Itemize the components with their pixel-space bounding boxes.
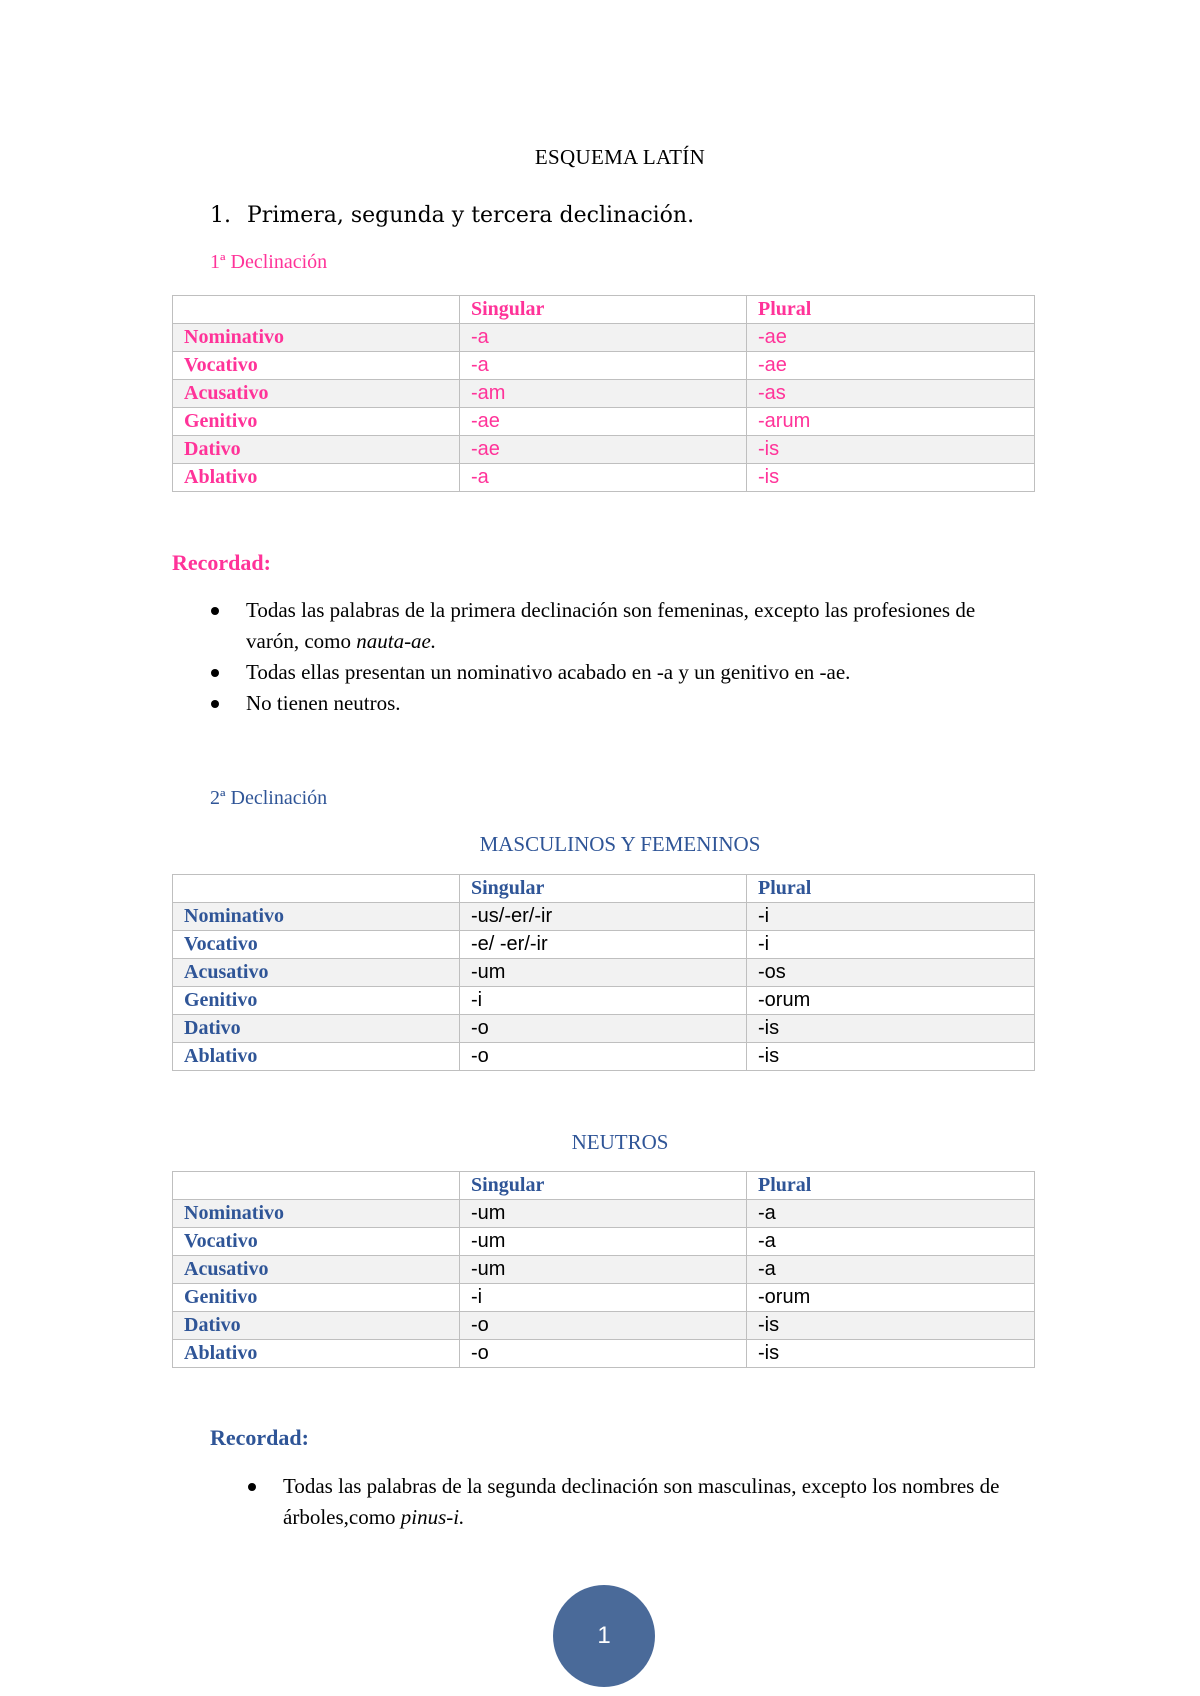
plural-cell: -a	[747, 1256, 1035, 1284]
singular-cell: -i	[460, 1284, 747, 1312]
list-item-example: nauta-ae.	[356, 629, 437, 653]
table-row	[173, 1340, 1035, 1368]
second-declension-heading: 2ª Declinación	[210, 787, 328, 809]
header-cell-case	[173, 875, 460, 903]
table-row	[173, 408, 1035, 436]
bullet-icon	[211, 700, 219, 708]
list-item-text: Todas ellas presentan un nominativo acabado en -a y un genitivo en -ae.	[246, 660, 851, 684]
table-row	[173, 987, 1035, 1015]
list-item	[245, 1471, 1025, 1533]
case-cell: Vocativo	[173, 352, 460, 380]
list-item	[208, 657, 988, 688]
table-row	[173, 436, 1035, 464]
plural-cell: -is	[747, 464, 1035, 492]
case-cell: Dativo	[173, 436, 460, 464]
singular-cell: -o	[460, 1340, 747, 1368]
header-cell-case	[173, 296, 460, 324]
list-item	[208, 595, 988, 657]
plural-cell: -ae	[747, 324, 1035, 352]
table-row	[173, 1228, 1035, 1256]
plural-cell: -arum	[747, 408, 1035, 436]
singular-cell: -um	[460, 959, 747, 987]
bullet-icon	[211, 669, 219, 677]
table-row	[173, 1312, 1035, 1340]
masculine-feminine-heading: MASCULINOS Y FEMENINOS	[479, 832, 761, 856]
list-item	[208, 688, 988, 719]
plural-cell: -orum	[747, 987, 1035, 1015]
case-cell: Nominativo	[173, 903, 460, 931]
table-header-row	[173, 1172, 1035, 1200]
singular-cell: -um	[460, 1200, 747, 1228]
case-cell: Acusativo	[173, 1256, 460, 1284]
table-row	[173, 931, 1035, 959]
table-row	[173, 380, 1035, 408]
document-title: ESQUEMA LATÍN	[534, 145, 706, 169]
first-declension-notes	[208, 595, 988, 719]
singular-cell: -ae	[460, 436, 747, 464]
plural-cell: -a	[747, 1228, 1035, 1256]
case-cell: Ablativo	[173, 1043, 460, 1071]
case-cell: Dativo	[173, 1312, 460, 1340]
section-heading-text: Primera, segunda y tercera declinación.	[247, 203, 695, 228]
table-header-row	[173, 875, 1035, 903]
singular-cell: -i	[460, 987, 747, 1015]
table-body	[173, 296, 1035, 492]
singular-cell: -ae	[460, 408, 747, 436]
header-cell-singular: Singular	[460, 875, 747, 903]
section-heading	[210, 203, 694, 228]
singular-cell: -o	[460, 1043, 747, 1071]
plural-cell: -i	[747, 931, 1035, 959]
first-declension-heading: 1ª Declinación	[210, 251, 328, 273]
list-item-text: Todas las palabras de la segunda declinación son masculinas, excepto los nombres de árboles,como	[283, 1474, 1000, 1529]
plural-cell: -as	[747, 380, 1035, 408]
case-cell: Genitivo	[173, 408, 460, 436]
table-header-row	[173, 296, 1035, 324]
list-item-text: Todas las palabras de la primera declinación son femeninas, excepto las profesiones de varón, como	[246, 598, 976, 653]
header-cell-case	[173, 1172, 460, 1200]
singular-cell: -a	[460, 352, 747, 380]
singular-cell: -e/ -er/-ir	[460, 931, 747, 959]
page-number-badge: 1	[553, 1585, 655, 1687]
table-row	[173, 959, 1035, 987]
plural-cell: -i	[747, 903, 1035, 931]
remember-heading-1: Recordad:	[172, 550, 271, 575]
first-declension-table	[172, 295, 1035, 492]
case-cell: Nominativo	[173, 1200, 460, 1228]
case-cell: Vocativo	[173, 931, 460, 959]
second-declension-notes	[245, 1471, 1025, 1533]
singular-cell: -a	[460, 324, 747, 352]
singular-cell: -o	[460, 1015, 747, 1043]
table-row	[173, 1043, 1035, 1071]
plural-cell: -orum	[747, 1284, 1035, 1312]
header-cell-singular: Singular	[460, 296, 747, 324]
neuter-heading: NEUTROS	[571, 1130, 669, 1154]
table-row	[173, 1284, 1035, 1312]
singular-cell: -o	[460, 1312, 747, 1340]
header-cell-plural: Plural	[747, 1172, 1035, 1200]
table-row	[173, 464, 1035, 492]
list-item-text: No tienen neutros.	[246, 691, 401, 715]
table-body	[173, 1172, 1035, 1368]
plural-cell: -os	[747, 959, 1035, 987]
case-cell: Genitivo	[173, 987, 460, 1015]
plural-cell: -is	[747, 436, 1035, 464]
plural-cell: -is	[747, 1340, 1035, 1368]
plural-cell: -is	[747, 1043, 1035, 1071]
header-cell-plural: Plural	[747, 296, 1035, 324]
table-row	[173, 1256, 1035, 1284]
table-row	[173, 324, 1035, 352]
table-body	[173, 875, 1035, 1071]
case-cell: Ablativo	[173, 464, 460, 492]
header-cell-plural: Plural	[747, 875, 1035, 903]
table-row	[173, 1200, 1035, 1228]
plural-cell: -is	[747, 1015, 1035, 1043]
table-row	[173, 1015, 1035, 1043]
neuter-table	[172, 1171, 1035, 1368]
remember-heading-2: Recordad:	[210, 1425, 309, 1450]
plural-cell: -a	[747, 1200, 1035, 1228]
case-cell: Nominativo	[173, 324, 460, 352]
case-cell: Ablativo	[173, 1340, 460, 1368]
case-cell: Acusativo	[173, 380, 460, 408]
plural-cell: -is	[747, 1312, 1035, 1340]
section-number: 1.	[210, 203, 231, 228]
table-row	[173, 352, 1035, 380]
case-cell: Acusativo	[173, 959, 460, 987]
singular-cell: -um	[460, 1228, 747, 1256]
bullet-icon	[211, 607, 219, 615]
case-cell: Vocativo	[173, 1228, 460, 1256]
case-cell: Genitivo	[173, 1284, 460, 1312]
plural-cell: -ae	[747, 352, 1035, 380]
singular-cell: -am	[460, 380, 747, 408]
bullet-icon	[248, 1483, 256, 1491]
list-item-example: pinus-i.	[400, 1505, 465, 1529]
masculine-feminine-table	[172, 874, 1035, 1071]
singular-cell: -us/-er/-ir	[460, 903, 747, 931]
singular-cell: -um	[460, 1256, 747, 1284]
table-row	[173, 903, 1035, 931]
header-cell-singular: Singular	[460, 1172, 747, 1200]
case-cell: Dativo	[173, 1015, 460, 1043]
singular-cell: -a	[460, 464, 747, 492]
